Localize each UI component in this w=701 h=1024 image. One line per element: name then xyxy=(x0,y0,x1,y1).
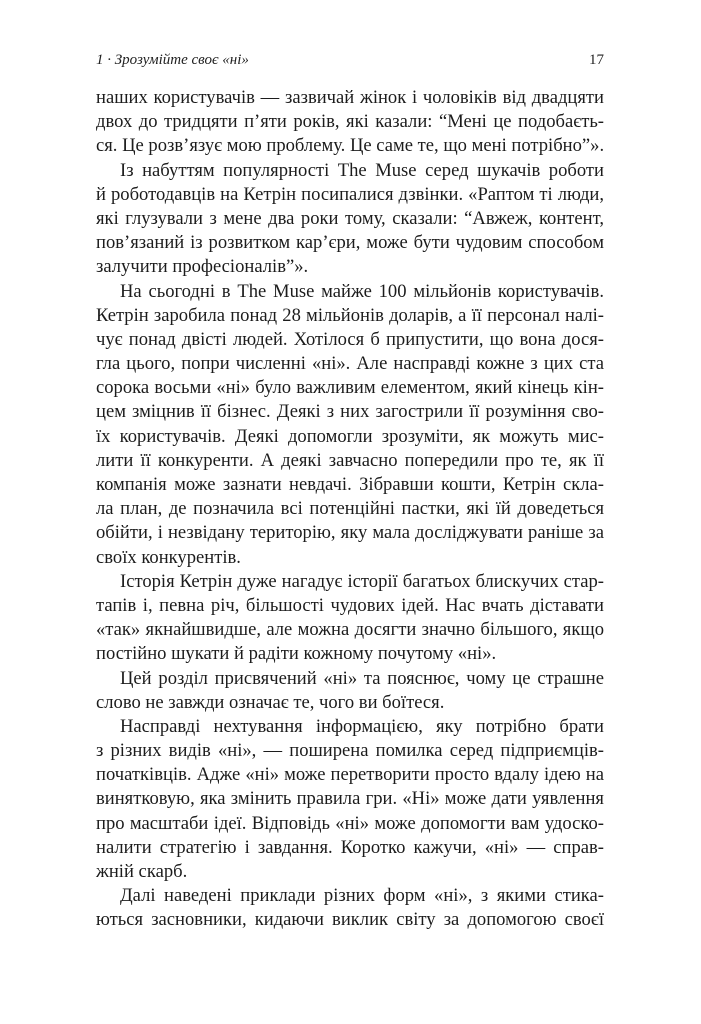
text-line: наших користувачів — зазвичай жінок і чоловіків від двадцяти xyxy=(96,87,604,108)
text-line: ла план, де позначила всі потенційні пастки, які їй доведеться xyxy=(96,498,604,520)
text-line: Насправді нехтування інформацією, яку потрібно брати xyxy=(120,715,604,737)
text-line: Далі наведені приклади різних форм «ні», з якими стика- xyxy=(120,885,604,907)
text-line: обійти, і незвідану територію, яку мала досліджувати раніше за xyxy=(96,522,604,544)
text-line: компанія може зазнати невдачі. Зібравши кошти, Кетрін скла- xyxy=(96,474,604,495)
body-text xyxy=(96,86,604,933)
text-line: На сьогодні в The Muse майже 100 мільйонів користувачів. xyxy=(120,280,604,302)
text-line: постійно шукати й радіти кожному почутому «ні». xyxy=(96,643,497,665)
running-header xyxy=(96,52,604,76)
text-line: Цей розділ присвячений «ні» та пояснює, чому це страшне xyxy=(120,667,604,689)
text-line: цем зміцнив її бізнес. Деякі з них загострили її розуміння сво- xyxy=(96,401,604,423)
page-number: 17 xyxy=(589,52,604,68)
text-line: їх користувачів. Деякі допомогли зрозуміти, як можуть мис- xyxy=(96,425,604,447)
text-line: сорока восьми «ні» було важливим елементом, який кінець кін- xyxy=(96,377,604,399)
text-line: Із набуттям популярності The Muse серед шукачів роботи xyxy=(120,159,604,181)
text-line: Історія Кетрін дуже нагадує історії багатьох блискучих стар- xyxy=(120,570,604,592)
text-line: двох до тридцяти п’яти років, які казали: “Мені це подобаєть- xyxy=(96,111,604,133)
text-line: «так» якнайшвидше, але можна досягти значно більшого, якщо xyxy=(96,619,604,641)
text-line: ються засновники, кидаючи виклик світу за допомогою своєї xyxy=(96,909,604,931)
text-line: жній скарб. xyxy=(96,861,188,882)
text-line: Кетрін заробила понад 28 мільйонів доларів, а її персонал налі- xyxy=(96,304,604,326)
text-line: налити стратегію і завдання. Коротко кажучи, «ні» — справ- xyxy=(96,836,604,858)
text-line: які глузували з мене два роки тому, сказали: “Авжеж, контент, xyxy=(96,207,604,229)
text-line: залучити професіоналів”». xyxy=(96,256,309,278)
text-line: слово не завжди означає те, чого ви боїтеся. xyxy=(96,691,445,713)
text-line: своїх конкурентів. xyxy=(96,546,241,568)
text-line: пов’язаний із розвитком кар’єри, може бути чудовим способом xyxy=(96,232,604,254)
text-line: гла цього, попри численні «ні». Але насправді кожне з цих ста xyxy=(96,353,604,375)
text-line: лити її конкуренти. А деякі завчасно попередили про те, як її xyxy=(96,449,604,471)
text-line: тапів і, певна річ, більшості чудових ідей. Нас вчать діставати xyxy=(96,594,604,616)
text-line: винятковую, яка змінить правила гри. «Ні» може дати уявлення xyxy=(96,788,604,810)
text-line: про масштаби ідеї. Відповідь «ні» може допомогти вам удоско- xyxy=(96,812,604,834)
text-line: й роботодавців на Кетрін посипалися дзвінки. «Раптом ті люди, xyxy=(96,183,604,205)
text-line: початківців. Адже «ні» може перетворити просто вдалу ідею на xyxy=(96,764,604,786)
chapter-title: 1 · Зрозумійте своє «ні» xyxy=(96,52,249,68)
text-line: з різних видів «ні», — поширена помилка серед підприємців- xyxy=(96,740,604,762)
text-line: чує понад двісті людей. Хотілося б припустити, що вона дося- xyxy=(96,328,604,350)
text-line: ся. Це розв’язує мою проблему. Це саме те, що мені потрібно”». xyxy=(96,135,605,157)
